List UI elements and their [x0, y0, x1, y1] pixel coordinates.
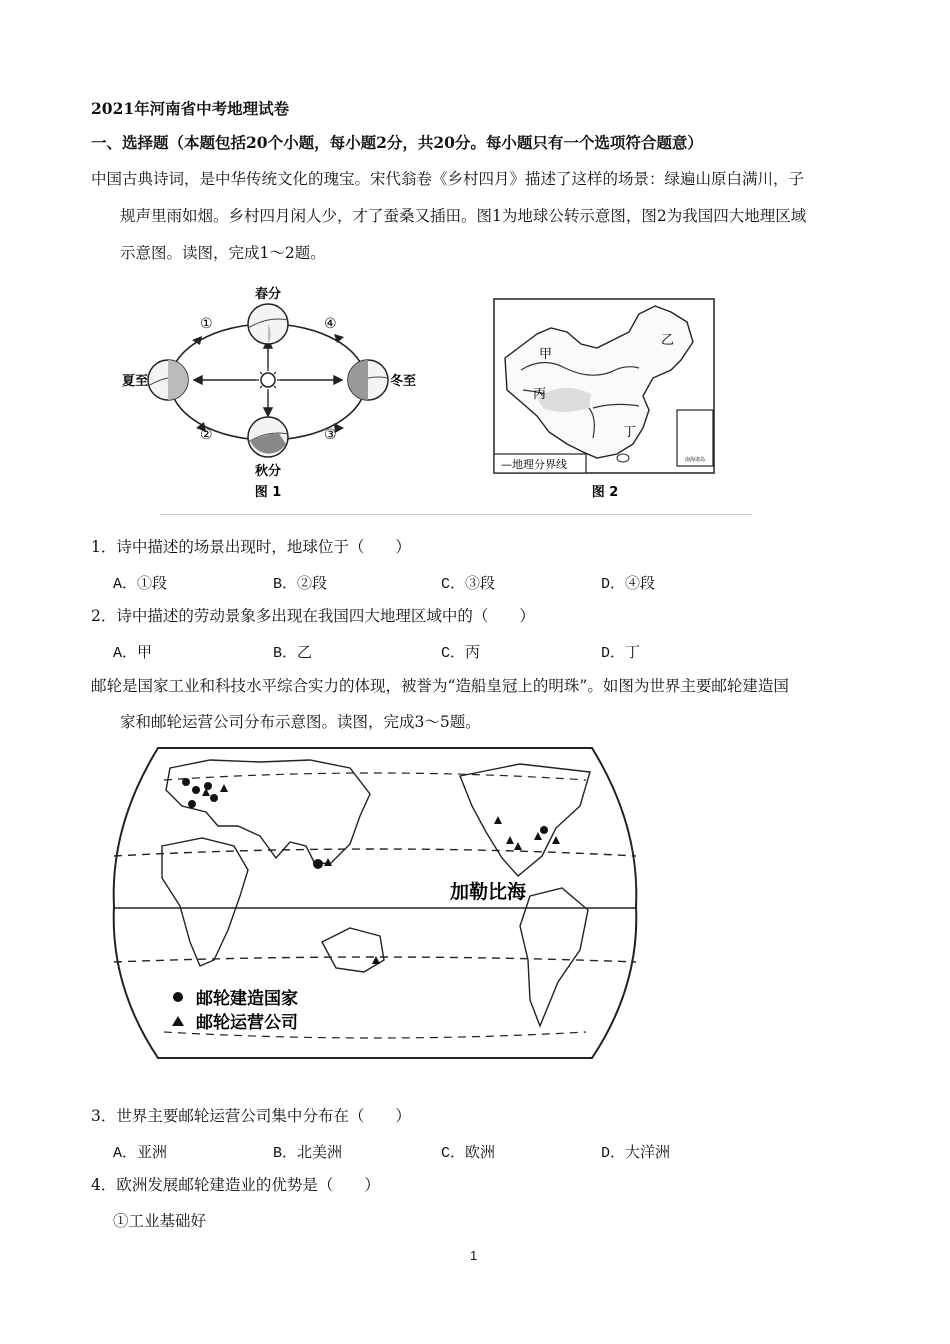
sun-rays — [256, 368, 280, 392]
figure2-caption: 图 2 — [591, 485, 619, 500]
segment-3-label: ③ — [324, 427, 337, 443]
legend-dot-icon — [173, 992, 183, 1002]
label-spring: 春分 — [254, 287, 282, 302]
q4-item-1: ①工业基础好 — [113, 1212, 207, 1230]
world-cruise-map — [110, 746, 640, 1064]
earth-winter — [348, 360, 388, 400]
section-heading: 一、选择题（本题包括20个小题，每小题2分，共20分。每小题只有一个选项符合题意） — [91, 133, 703, 152]
figure-divider — [160, 514, 752, 515]
q2-option-c[interactable]: C．丙 — [441, 645, 481, 662]
map-frame — [114, 748, 637, 1058]
caribbean-sea-label: 加勒比海 — [450, 881, 527, 903]
q1-option-c[interactable]: C．③段 — [441, 576, 496, 593]
paper-title: 2021年河南省中考地理试卷 — [91, 99, 290, 118]
q2-option-d[interactable]: D．丁 — [601, 645, 641, 662]
earth-summer — [148, 360, 188, 400]
intro1-line1: 中国古典诗词，是中华传统文化的瑰宝。宋代翁卷《乡村四月》描述了这样的场景：绿遍山原白满川，子 — [91, 170, 805, 188]
sun-icon — [261, 373, 275, 387]
legend-country-label: 邮轮建造国家 — [196, 989, 298, 1009]
q3-option-b[interactable]: B．北美洲 — [273, 1145, 343, 1162]
earth-spring — [248, 304, 288, 344]
label-winter: 冬至 — [390, 374, 417, 389]
region-yi-label: 乙 — [661, 333, 675, 348]
q2-stem: 2．诗中描述的劳动景象多出现在我国四大地理区域中的（ ） — [91, 607, 535, 625]
legend-boundary-label: —地理分界线 — [501, 458, 567, 471]
q4-stem: 4．欧洲发展邮轮建造业的优势是（ ） — [91, 1176, 380, 1194]
q3-option-d[interactable]: D．大洋洲 — [601, 1145, 671, 1162]
label-autumn: 秋分 — [254, 464, 282, 479]
inset-label: 南海诸岛 — [684, 457, 706, 463]
q3-stem: 3．世界主要邮轮运营公司集中分布在（ ） — [91, 1107, 411, 1125]
region-jia-label: 甲 — [539, 347, 553, 362]
hainan-island — [617, 454, 629, 462]
segment-1-label: ① — [200, 316, 213, 332]
segment-4-label: ④ — [324, 316, 337, 332]
figure1-caption: 图 1 — [254, 485, 282, 500]
intro2-line1: 邮轮是国家工业和科技水平综合实力的体现，被誉为“造船皇冠上的明珠”。如图为世界主要邮轮建造国 — [91, 677, 789, 695]
intro1-line2: 规声里雨如烟。乡村四月闲人少，才了蚕桑又插田。图1为地球公转示意图，图2为我国四大地理区域 — [120, 207, 807, 225]
q1-option-b[interactable]: B．②段 — [273, 576, 328, 593]
intro1-line3: 示意图。读图，完成1～2题。 — [120, 244, 326, 262]
q2-option-b[interactable]: B．乙 — [273, 645, 313, 662]
figure2-china-regions — [493, 298, 717, 502]
segment-2-label: ② — [200, 427, 213, 443]
sun-ray-arrows — [194, 340, 342, 416]
region-ding-label: 丁 — [623, 425, 637, 440]
region-bing-label: 丙 — [533, 387, 547, 402]
q3-option-c[interactable]: C．欧洲 — [441, 1145, 496, 1162]
figure1-earth-orbit — [108, 282, 428, 502]
q3-option-a[interactable]: A．亚洲 — [113, 1145, 168, 1162]
q1-option-a[interactable]: A．①段 — [113, 576, 168, 593]
legend-company-label: 邮轮运营公司 — [196, 1013, 298, 1033]
q2-option-a[interactable]: A．甲 — [113, 645, 153, 662]
intro2-line2: 家和邮轮运营公司分布示意图。读图，完成3～5题。 — [120, 713, 481, 731]
earth-autumn — [248, 417, 288, 457]
q1-option-d[interactable]: D．④段 — [601, 576, 656, 593]
page-number: 1 — [470, 1248, 478, 1263]
label-summer: 夏至 — [122, 374, 149, 389]
q1-stem: 1．诗中描述的场景出现时，地球位于（ ） — [91, 538, 411, 556]
